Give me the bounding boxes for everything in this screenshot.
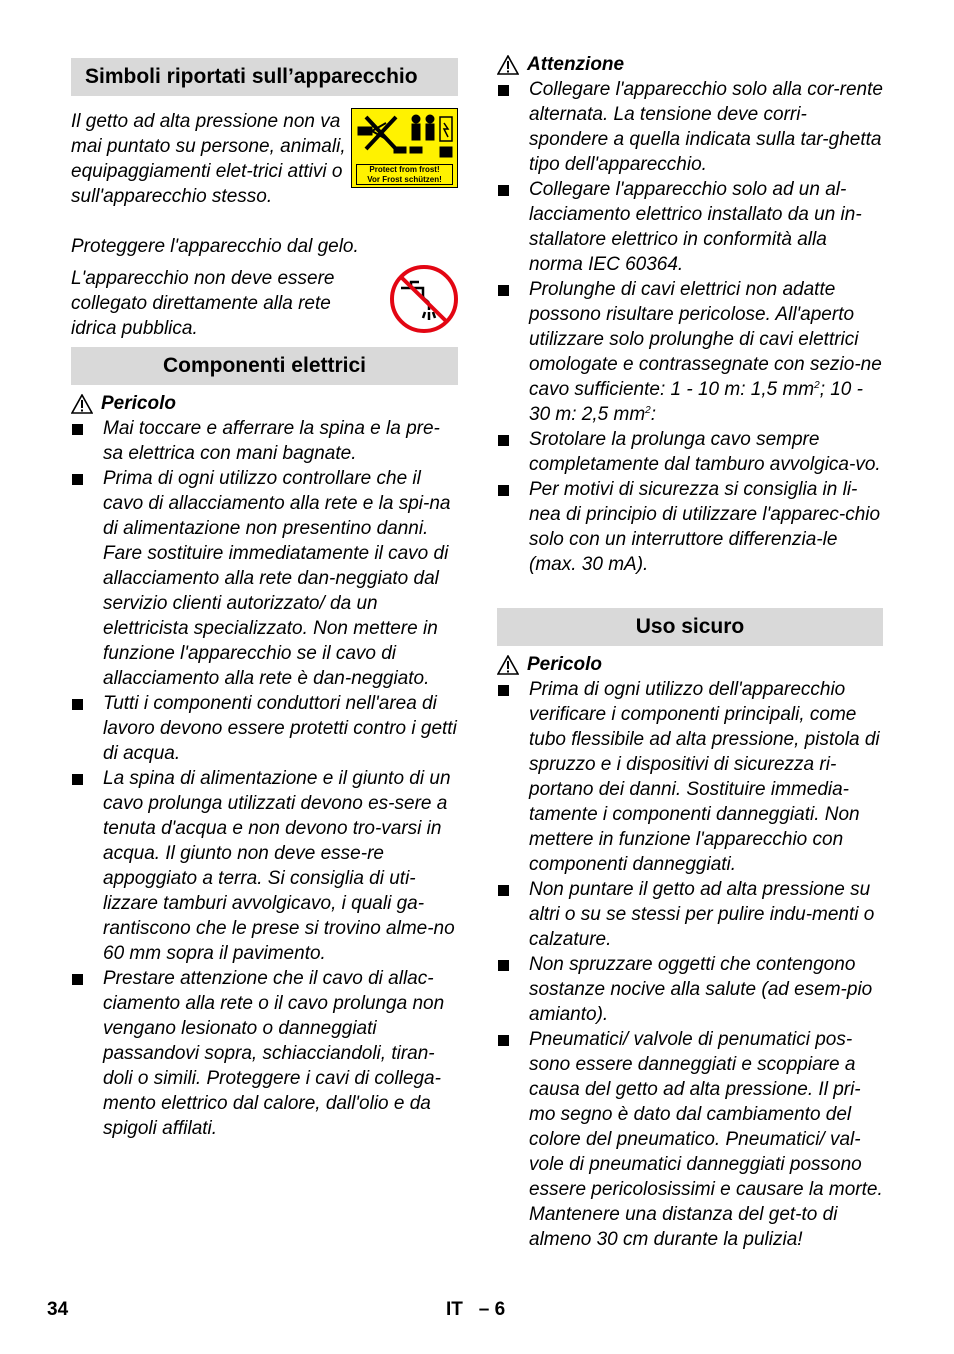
water-network-text: L'apparecchio non deve essere collegato direttamente alla rete idrica pubblica. (71, 268, 335, 339)
cable-text-b: ; 10 - 30 m: 2,5 mm (529, 379, 863, 425)
list-item: Mai toccare e afferrare la spina e la pre-sa elettrica con mani bagnate. (71, 416, 458, 466)
list-item: Srotolare la prolunga cavo sempre completamente dal tamburo avvolgica-vo. (497, 427, 883, 477)
warning-triangle-icon (497, 655, 519, 675)
cable-text-c: : (650, 404, 656, 425)
language-page-marker: IT – 6 (446, 1299, 506, 1320)
cable-sup-1: 2 (814, 380, 820, 391)
frost-label-line2: Vor Frost schützen! (367, 175, 442, 184)
warning-triangle-icon (497, 55, 519, 75)
danger-heading-electrical (71, 391, 176, 416)
list-item: Per motivi di sicurezza si consiglia in li-nea di principio di utilizzare l'apparec-chio solo con un interruttore differenzia-le (max. 30 mA). (497, 477, 883, 577)
frost-label-line1: Protect from frost! (369, 165, 440, 174)
safe-use-list (497, 677, 883, 1252)
no-spray-pictogram-icon (352, 109, 457, 165)
list-item: Prestare attenzione che il cavo di allac-ciamento alla rete o il cavo prolunga non vengano lesionato o danneggiati passandovi sopra, schiacciandoli, tiran-doli o simili. Proteggere i cavi di collega-mento elettrico dal calore, dall'olio e da spigoli affilati. (71, 966, 458, 1141)
frost-label-box (356, 164, 453, 185)
cable-sup-2: 2 (645, 405, 651, 416)
danger-label: Pericolo (101, 393, 176, 414)
page-number: 34 (47, 1299, 69, 1320)
symbol-jet-text: Il getto ad alta pressione non va mai puntato su persone, animali, equipaggiamenti elet-trici attivi o sull'apparecchio stesso. (71, 111, 346, 207)
frost-text: Proteggere l'apparecchio dal gelo. (71, 236, 359, 257)
cable-text-a: Prolunghe di cavi elettrici non adatte possono risultare pericolose. All'aperto utilizzare solo prolunghe di cavi elettrici omologate e contrassegnate con sezio-ne cavo sufficiente: 1 - 10 m: 1,5 mm (529, 279, 882, 400)
section-title-symbols: Simboli riportati sull’apparecchio (71, 58, 458, 96)
danger-label: Pericolo (527, 654, 602, 675)
list-item-cable-section (497, 277, 883, 427)
list-item: Prima di ogni utilizzo controllare che il cavo di allacciamento alla rete e la spi-na di alimentazione non presentino danni. Fare sostituire immediatamente il cavo di allacciamento alla rete dan-neggiato dal servizio clienti autorizzato/ da un elettricista specializzato. Non mettere in funzione l'apparecchio se il cavo di allacciamento alla rete è dan-neggiato. (71, 466, 458, 691)
danger-heading-safe-use (497, 652, 602, 677)
list-item: Non puntare il getto ad alta pressione su altri o su se stessi per pulire indu-menti o calzature. (497, 877, 883, 952)
list-item: Prima di ogni utilizzo dell'apparecchio verificare i componenti principali, come tubo flessibile ad alta pressione, pistola di spruzzo e i dispositivi di sicurezza ri-portano dei danni. Sostituire immedia-tamente i componenti danneggiati. Non mettere in funzione l'apparecchio con componenti danneggiati. (497, 677, 883, 877)
list-item: La spina di alimentazione e il giunto di un cavo prolunga utilizzati devono es-sere a tenuta d'acqua e non devono tro-varsi in acqua. Il giunto non deve esse-re appoggiato a terra. Si consiglia di uti-lizzare tamburi avvolgicavo, i quali ga-rantiscono che le prese si trovino alme-no 60 mm sopra il pavimento. (71, 766, 458, 966)
list-item: Collegare l'apparecchio solo ad un al-lacciamento elettrico installato da un in-stallatore elettrico in conformità alla norma IEC 60364. (497, 177, 883, 277)
no-tap-connection-icon (389, 264, 459, 334)
section-title-electrical: Componenti elettrici (71, 347, 458, 385)
section-title-safe-use: Uso sicuro (497, 608, 883, 646)
list-item: Collegare l'apparecchio solo alla cor-rente alternata. La tensione deve corri-spondere a quella indicata sulla tar-ghetta tipo dell'apparecchio. (497, 77, 883, 177)
no-spray-label (351, 108, 458, 188)
warning-triangle-icon (71, 394, 93, 414)
list-item: Pneumatici/ valvole di penumatici pos-sono essere danneggiati e scoppiare a causa del getto ad alta pressione. Il pri-mo segno è dato dal cambiamento del colore del pneumatico. Pneumatici/ val-vole di pneumatici danneggiati possono essere pericolosissimi e causare la morte. Mantenere una distanza del get-to di almeno 30 cm durante la pulizia! (497, 1027, 883, 1252)
electrical-list (71, 416, 458, 1141)
list-item: Tutti i componenti conduttori nell'area di lavoro devono essere protetti contro i getti di acqua. (71, 691, 458, 766)
list-item: Non spruzzare oggetti che contengono sostanze nocive alla salute (ad esem-pio amianto). (497, 952, 883, 1027)
attention-heading (497, 52, 624, 77)
attention-label: Attenzione (527, 54, 625, 75)
attention-list (497, 77, 883, 577)
